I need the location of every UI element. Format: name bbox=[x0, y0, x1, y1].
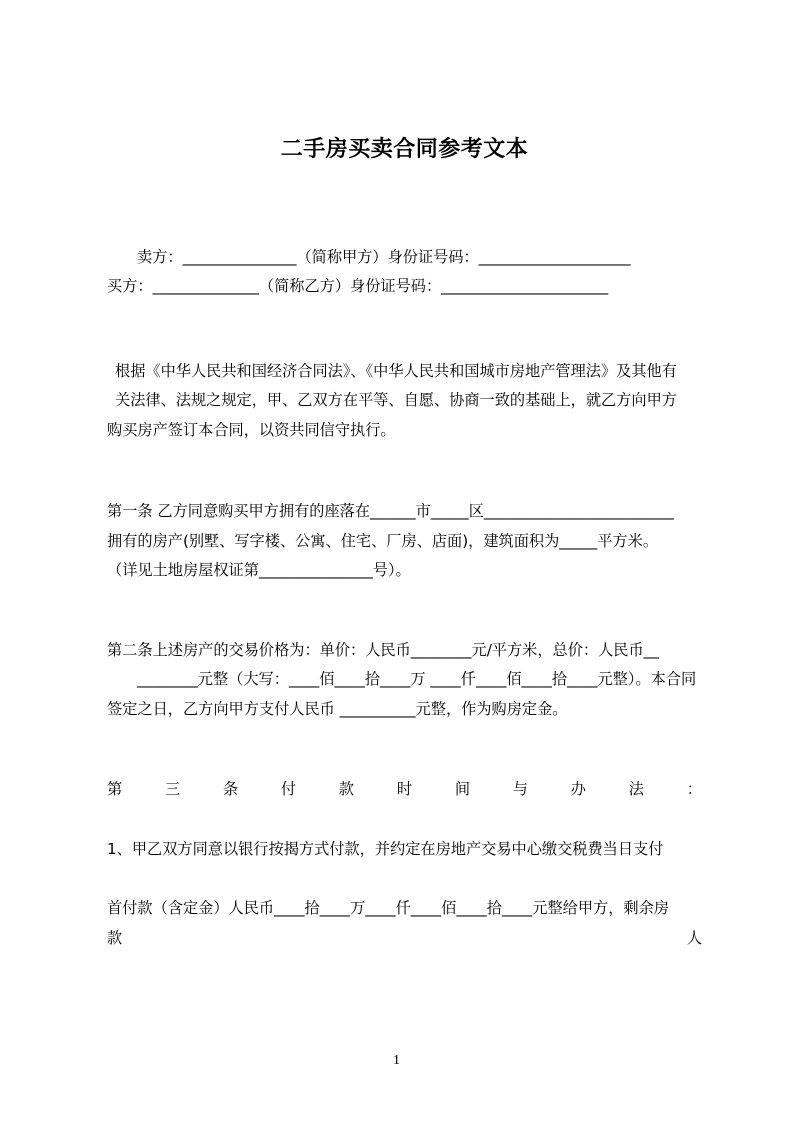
article-3-heading-char-6: 间 bbox=[454, 780, 470, 799]
buyer-line: 买方：______________（简称乙方）身份证号码：______________________ bbox=[107, 277, 609, 296]
preamble-line-1: 根据《中华人民共和国经济合同法》、《中华人民共和国城市房地产管理法》及其他有 bbox=[115, 361, 677, 380]
article-3-heading-char-3: 付 bbox=[280, 780, 297, 799]
article-3-heading-char-2: 条 bbox=[222, 780, 239, 799]
article-3-heading-char-0: 第 bbox=[107, 780, 123, 799]
article-3-item-1-line-1-block bbox=[107, 835, 702, 865]
article-1-line-2: 拥有的房产(别墅、写字楼、公寓、住宅、厂房、店面)，建筑面积为_____平方米。 bbox=[107, 531, 659, 550]
article-3-heading-char-10: ： bbox=[686, 780, 702, 799]
parties-block bbox=[107, 243, 702, 302]
article-3-item-1-line-1: 1、甲乙双方同意以银行按揭方式付款，并约定在房地产交易中心缴交税费当日支付 bbox=[107, 839, 664, 858]
article-3-item-1-continued-block bbox=[107, 894, 702, 953]
page-number: 1 bbox=[393, 1053, 400, 1068]
page-title: 二手房买卖合同参考文本 bbox=[280, 137, 529, 162]
article-3-item-1-line-3 bbox=[107, 924, 702, 954]
article-1-line-3: （详见土地房屋权证第_______________号）。 bbox=[107, 561, 411, 580]
article-3-heading bbox=[107, 775, 702, 805]
article-3-heading-char-5: 时 bbox=[396, 780, 413, 799]
article-2-line-2: ________元整（大写：____佰____拾____万 ____仟____佰____拾____元整）。本合同 bbox=[137, 670, 697, 689]
article-3-item-1-line-3-right: 人 bbox=[686, 928, 702, 947]
document-content bbox=[107, 0, 702, 953]
article-3-heading-char-8: 办 bbox=[570, 780, 586, 799]
article-3-heading-char-4: 款 bbox=[338, 780, 355, 799]
article-2-block bbox=[107, 636, 702, 725]
preamble-block bbox=[107, 357, 702, 446]
article-3-heading-char-1: 三 bbox=[164, 780, 181, 799]
article-2-line-1: 第二条上述房产的交易价格为：单价：人民币________元/平方米，总价：人民币__ bbox=[107, 640, 659, 659]
article-3-heading-char-7: 与 bbox=[512, 780, 528, 799]
seller-line: 卖方：_______________（简称甲方）身份证号码：____________________ bbox=[137, 247, 631, 266]
article-3-item-1-line-2: 首付款（含定金）人民币____拾____万____仟____佰____拾____元整给甲方，剩余房 bbox=[107, 899, 669, 918]
preamble-line-2: 关法律、法规之规定，甲、乙双方在平等、自愿、协商一致的基础上，就乙方向甲方 bbox=[115, 391, 677, 410]
article-2-line-3: 签定之日，乙方向甲方支付人民币 __________元整，作为购房定金。 bbox=[107, 699, 568, 718]
preamble-line-3: 购买房产签订本合同，以资共同信守执行。 bbox=[107, 420, 396, 439]
article-1-block bbox=[107, 497, 702, 586]
article-3-item-1-line-3-left: 款 bbox=[107, 928, 123, 947]
article-3-heading-char-9: 法 bbox=[628, 780, 644, 799]
article-1-line-1: 第一条 乙方同意购买甲方拥有的座落在______市_____区_________________________ bbox=[107, 502, 674, 521]
